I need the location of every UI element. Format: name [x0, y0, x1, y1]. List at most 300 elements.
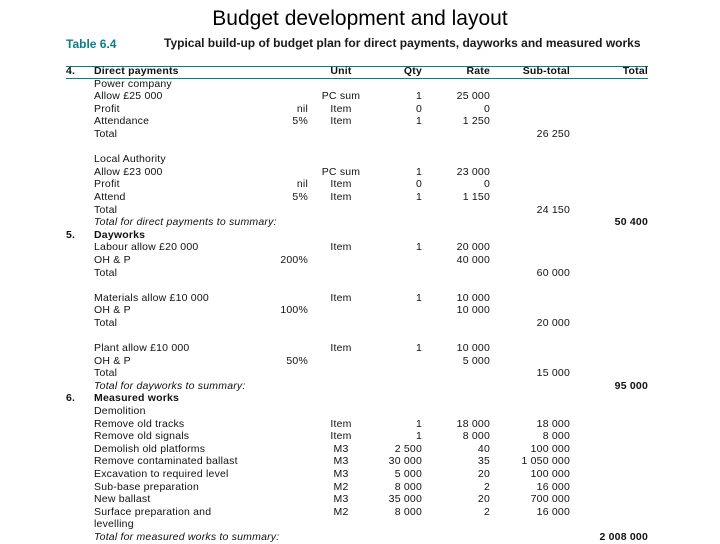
section-number [66, 506, 94, 519]
item-subtotal [490, 392, 570, 405]
item-quantity [374, 392, 422, 405]
item-subtotal [490, 229, 570, 242]
section-number [66, 430, 94, 443]
item-percentage [248, 267, 308, 280]
item-unit: M3 [333, 442, 349, 455]
section-heading: Direct payments [94, 65, 179, 77]
item-rate: 1 150 [462, 190, 490, 203]
item-description: Power company [94, 77, 172, 90]
item-description: OH & P [94, 354, 131, 367]
item-quantity [374, 405, 422, 418]
item-total [570, 468, 648, 481]
item-subtotal: 100 000 [530, 442, 570, 455]
summary-label: Total for dayworks to summary: [94, 379, 246, 392]
section-number [66, 103, 94, 116]
item-unit: Item [330, 190, 352, 203]
item-quantity: 0 [415, 102, 422, 115]
item-percentage [248, 317, 308, 330]
item-subtotal [490, 90, 570, 103]
table-row [66, 405, 648, 418]
item-percentage [248, 241, 308, 254]
table-row [66, 367, 648, 380]
item-subtotal [490, 254, 570, 267]
item-total [570, 506, 648, 519]
item-quantity: 1 [415, 417, 422, 430]
item-unit: Item [330, 178, 352, 191]
item-unit: PC sum [321, 165, 361, 178]
item-unit: M3 [333, 455, 349, 468]
item-percentage: 5% [292, 190, 308, 203]
item-subtotal [490, 153, 570, 166]
column-header-qty: Qty [403, 65, 422, 77]
item-subtotal: 16 000 [536, 480, 570, 493]
item-description: Excavation to required level [94, 468, 229, 480]
item-total [570, 493, 648, 506]
item-description: Attendance [94, 115, 150, 128]
section-number [66, 481, 94, 494]
table-row [66, 455, 648, 468]
item-percentage: 100% [280, 304, 308, 317]
item-percentage [248, 90, 308, 103]
section-number [66, 115, 94, 128]
item-description: levelling [94, 518, 134, 531]
column-header-total: Total [622, 65, 648, 77]
item-total [570, 317, 648, 330]
item-description: Remove old tracks [94, 417, 185, 430]
item-quantity: 1 [415, 165, 422, 178]
section-number [66, 493, 94, 506]
item-rate [422, 405, 490, 418]
item-percentage [248, 506, 308, 519]
item-unit [308, 405, 374, 418]
table-row [66, 90, 648, 103]
item-quantity: 1 [415, 190, 422, 203]
item-unit: M2 [333, 480, 349, 493]
table-row [66, 418, 648, 431]
item-rate: 2 [483, 505, 490, 518]
item-total [570, 103, 648, 116]
table-row [66, 430, 648, 443]
section-number [66, 304, 94, 317]
item-subtotal [490, 304, 570, 317]
item-unit: M3 [333, 493, 349, 506]
section-number [66, 90, 94, 103]
section-heading-row [66, 392, 648, 405]
item-total [570, 204, 648, 217]
item-unit [308, 204, 374, 217]
item-subtotal [490, 292, 570, 305]
item-quantity: 30 000 [388, 455, 422, 468]
item-subtotal [490, 166, 570, 179]
item-description: Local Authority [94, 153, 166, 166]
section-number [66, 531, 94, 544]
item-unit: Item [330, 342, 352, 355]
section-number [66, 267, 94, 280]
item-unit [308, 153, 374, 166]
item-subtotal [490, 115, 570, 128]
item-percentage: nil [296, 178, 308, 191]
item-percentage [248, 367, 308, 380]
table-row [66, 204, 648, 217]
item-total [570, 342, 648, 355]
section-number [66, 191, 94, 204]
item-description: Demolish old platforms [94, 442, 206, 455]
item-rate [422, 367, 490, 380]
item-subtotal [490, 241, 570, 254]
item-unit: PC sum [321, 90, 361, 103]
item-rate: 18 000 [456, 417, 490, 430]
item-percentage [248, 153, 308, 166]
item-unit: M3 [333, 468, 349, 480]
budget-table-body [66, 65, 648, 544]
item-total [570, 392, 648, 405]
item-unit [308, 380, 374, 393]
section-number [66, 292, 94, 305]
item-quantity: 5 000 [394, 468, 422, 480]
section-number [66, 418, 94, 431]
item-rate: 20 [477, 493, 490, 506]
section-heading: Dayworks [94, 228, 146, 241]
item-percentage [248, 481, 308, 494]
section-heading-row [66, 229, 648, 242]
item-unit [308, 128, 374, 141]
item-description: New ballast [94, 493, 151, 506]
item-unit [308, 254, 374, 267]
table-row [66, 493, 648, 506]
item-total [570, 304, 648, 317]
spacer-cell [66, 329, 648, 342]
table-row [66, 166, 648, 179]
table-row [66, 267, 648, 280]
column-header-unit: Unit [330, 65, 352, 77]
section-number [66, 241, 94, 254]
section-number [66, 204, 94, 217]
spacer-row [66, 279, 648, 292]
item-rate: 2 [483, 480, 490, 493]
section-number: 4. [66, 65, 76, 77]
table-row [66, 115, 648, 128]
item-description: Plant allow £10 000 [94, 342, 190, 355]
table-caption [66, 37, 646, 65]
item-quantity: 1 [415, 430, 422, 443]
item-description: Allow £25 000 [94, 90, 163, 103]
item-total [570, 115, 648, 128]
item-rate [422, 78, 490, 91]
budget-table [66, 65, 648, 544]
section-number [66, 178, 94, 191]
item-subtotal: 18 000 [536, 417, 570, 430]
item-description: Materials allow £10 000 [94, 291, 209, 304]
item-rate [422, 267, 490, 280]
item-quantity [374, 128, 422, 141]
item-total [570, 254, 648, 267]
table-row [66, 292, 648, 305]
item-quantity [374, 78, 422, 91]
item-description: Demolition [94, 405, 146, 418]
item-percentage [248, 418, 308, 431]
spacer-row [66, 329, 648, 342]
item-percentage [248, 443, 308, 456]
section-number [66, 468, 94, 481]
item-rate: 1 250 [462, 115, 490, 128]
section-number [66, 254, 94, 267]
summary-total: 95 000 [614, 379, 648, 392]
item-subtotal [490, 518, 570, 531]
summary-row [66, 380, 648, 393]
item-unit: M2 [333, 505, 349, 518]
item-quantity: 8 000 [394, 480, 422, 493]
item-description: Remove contaminated ballast [94, 455, 238, 468]
item-total [570, 229, 648, 242]
item-rate [422, 317, 490, 330]
item-percentage [248, 493, 308, 506]
item-description: Labour allow £20 000 [94, 241, 199, 254]
spacer-row [66, 141, 648, 154]
item-rate [422, 153, 490, 166]
section-number [66, 518, 94, 531]
item-quantity [374, 304, 422, 317]
table-row [66, 506, 648, 519]
item-subtotal: 100 000 [530, 468, 570, 480]
item-subtotal: 15 000 [536, 367, 570, 380]
table-row [66, 254, 648, 267]
item-rate: 5 000 [462, 354, 490, 367]
item-unit [308, 367, 374, 380]
item-description: Allow £23 000 [94, 165, 163, 178]
section-number: 5. [66, 228, 76, 241]
item-percentage [248, 518, 308, 531]
item-quantity [374, 229, 422, 242]
item-unit [308, 355, 374, 368]
item-quantity [374, 380, 422, 393]
item-rate [422, 518, 490, 531]
item-total [570, 128, 648, 141]
table-header-row [66, 65, 648, 78]
section-number: 6. [66, 392, 76, 405]
item-rate: 40 000 [456, 253, 490, 266]
item-rate [422, 128, 490, 141]
table-row [66, 191, 648, 204]
section-number [66, 443, 94, 456]
table-row [66, 468, 648, 481]
section-number [66, 342, 94, 355]
item-rate: 20 000 [456, 241, 490, 254]
section-number [66, 405, 94, 418]
item-quantity [374, 367, 422, 380]
item-percentage [248, 430, 308, 443]
item-total [570, 90, 648, 103]
item-unit: Item [330, 115, 352, 128]
item-quantity: 0 [415, 178, 422, 191]
item-quantity [374, 254, 422, 267]
table-row [66, 78, 648, 91]
summary-row [66, 216, 648, 229]
header-blank [248, 65, 308, 78]
summary-total: 50 400 [614, 216, 648, 229]
item-total [570, 481, 648, 494]
slide-title: Budget development and layout [212, 7, 508, 30]
item-quantity [374, 216, 422, 229]
item-unit: Item [330, 417, 352, 430]
item-percentage [248, 392, 308, 405]
item-total [570, 418, 648, 431]
item-rate: 8 000 [462, 430, 490, 443]
item-percentage: 200% [280, 253, 308, 266]
table-row [66, 481, 648, 494]
column-header-rate: Rate [466, 65, 490, 77]
item-subtotal [490, 103, 570, 116]
item-quantity: 1 [415, 90, 422, 103]
item-quantity: 1 [415, 291, 422, 304]
item-quantity [374, 317, 422, 330]
item-rate [422, 216, 490, 229]
section-number [66, 128, 94, 141]
item-subtotal: 24 150 [536, 203, 570, 216]
item-quantity: 2 500 [394, 442, 422, 455]
section-number [66, 216, 94, 229]
section-number [66, 153, 94, 166]
table-row [66, 342, 648, 355]
item-rate [422, 380, 490, 393]
spacer-cell [66, 279, 648, 292]
item-rate: 10 000 [456, 304, 490, 317]
item-total [570, 455, 648, 468]
item-quantity: 1 [415, 342, 422, 355]
table-row [66, 241, 648, 254]
item-quantity [374, 267, 422, 280]
spacer-cell [66, 141, 648, 154]
table-row [66, 443, 648, 456]
table-row [66, 128, 648, 141]
item-percentage: nil [296, 102, 308, 115]
item-quantity: 35 000 [388, 493, 422, 506]
section-heading: Measured works [94, 392, 180, 405]
item-subtotal [490, 78, 570, 91]
item-unit [308, 216, 374, 229]
item-unit: Item [330, 102, 352, 115]
table-number: Table 6.4 [66, 37, 117, 51]
table-title: Typical build-up of budget plan for direct payments, dayworks and measured works [164, 36, 641, 50]
item-subtotal [490, 178, 570, 191]
item-percentage [248, 78, 308, 91]
item-percentage: 5% [292, 115, 308, 128]
section-number [66, 455, 94, 468]
item-rate: 23 000 [456, 165, 490, 178]
item-quantity [374, 518, 422, 531]
item-total [570, 367, 648, 380]
section-number [66, 367, 94, 380]
item-subtotal: 1 050 000 [521, 455, 570, 468]
item-total [570, 78, 648, 91]
item-subtotal [490, 405, 570, 418]
item-unit [308, 317, 374, 330]
item-description: Remove old signals [94, 430, 190, 443]
item-total [570, 355, 648, 368]
item-subtotal [490, 342, 570, 355]
item-total [570, 166, 648, 179]
item-total [570, 178, 648, 191]
table-row [66, 317, 648, 330]
item-rate: 25 000 [456, 90, 490, 103]
item-unit: Item [330, 291, 352, 304]
column-header-subtotal: Sub-total [522, 65, 570, 77]
item-subtotal: 26 250 [536, 127, 570, 140]
item-percentage: 50% [286, 354, 308, 367]
item-description: Attend [94, 190, 126, 203]
item-subtotal [490, 355, 570, 368]
item-description: Total [94, 266, 118, 279]
item-unit [308, 78, 374, 91]
item-description: OH & P [94, 304, 131, 317]
item-percentage [248, 229, 308, 242]
item-subtotal [490, 191, 570, 204]
item-description: OH & P [94, 253, 131, 266]
item-unit [308, 531, 374, 544]
item-description: Total [94, 316, 118, 329]
item-subtotal [490, 216, 570, 229]
item-rate: 20 [477, 468, 490, 480]
item-subtotal: 16 000 [536, 505, 570, 518]
table-row [66, 153, 648, 166]
section-number [66, 166, 94, 179]
item-percentage [248, 128, 308, 141]
item-rate: 10 000 [456, 342, 490, 355]
section-number [66, 355, 94, 368]
item-rate: 35 [477, 455, 490, 468]
item-quantity: 8 000 [394, 505, 422, 518]
item-unit [308, 392, 374, 405]
item-quantity: 1 [415, 115, 422, 128]
item-percentage [248, 204, 308, 217]
summary-total: 2 008 000 [599, 530, 648, 543]
summary-row [66, 531, 648, 544]
item-total [570, 191, 648, 204]
summary-label: Total for direct payments to summary: [94, 216, 277, 229]
item-description: Profit [94, 178, 120, 191]
section-number [66, 317, 94, 330]
item-description: Total [94, 203, 118, 216]
item-unit [308, 229, 374, 242]
table-row [66, 355, 648, 368]
item-description: Total [94, 367, 118, 380]
item-subtotal: 700 000 [530, 493, 570, 506]
item-percentage [248, 405, 308, 418]
item-unit [308, 304, 374, 317]
item-rate: 10 000 [456, 291, 490, 304]
item-total [570, 153, 648, 166]
item-percentage [248, 468, 308, 481]
table-row [66, 304, 648, 317]
item-rate [422, 204, 490, 217]
table-row [66, 518, 648, 531]
item-subtotal: 60 000 [536, 266, 570, 279]
item-total [570, 443, 648, 456]
item-total [570, 241, 648, 254]
item-rate: 0 [483, 178, 490, 191]
item-unit [308, 267, 374, 280]
item-quantity [374, 153, 422, 166]
item-total [570, 292, 648, 305]
item-unit: Item [330, 241, 352, 254]
item-total [570, 405, 648, 418]
section-number [66, 78, 94, 91]
item-description: Profit [94, 102, 120, 115]
item-description: Sub-base preparation [94, 480, 199, 493]
item-quantity [374, 204, 422, 217]
item-quantity [374, 355, 422, 368]
item-rate [422, 229, 490, 242]
item-description: Surface preparation and [94, 505, 212, 518]
